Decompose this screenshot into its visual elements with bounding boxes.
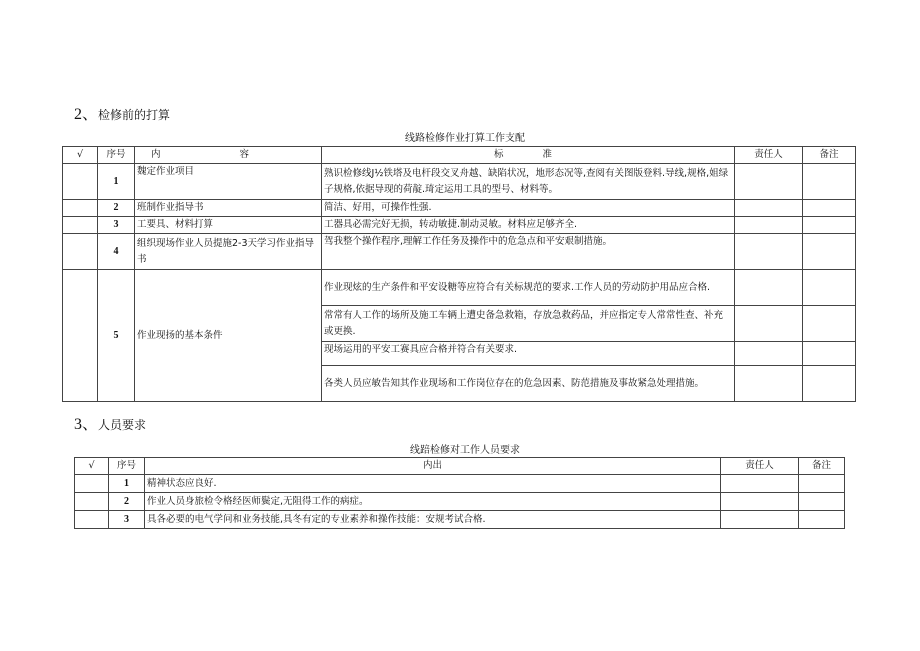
row-standard: 简洁、好用，可操作性强. <box>322 200 735 217</box>
standard-header-b: 准 <box>542 149 552 160</box>
table-row <box>63 200 856 217</box>
content-header <box>135 147 322 164</box>
responsible-cell <box>721 493 799 511</box>
check-cell <box>75 475 109 493</box>
table-row <box>63 234 856 270</box>
check-cell <box>63 234 98 270</box>
note-cell <box>803 217 856 234</box>
responsible-cell <box>735 366 803 402</box>
note-cell <box>803 306 856 342</box>
row-index: 5 <box>98 270 135 402</box>
table-2-header-row <box>75 458 845 475</box>
standard-header-a: 标 <box>494 149 504 160</box>
content-header: 内出 <box>145 458 721 475</box>
row-index: 2 <box>98 200 135 217</box>
table-row <box>75 475 845 493</box>
table-row <box>75 511 845 529</box>
row-content: 魏定作业项目 <box>135 164 322 200</box>
row-index: 3 <box>98 217 135 234</box>
section-3-title: 人员要求 <box>98 418 147 432</box>
row-standard: 作业现炫的生产条件和平安设糖等应符合有关标规范的要求.工作人员的劳动防护用品应合格. <box>322 270 735 306</box>
check-cell <box>63 200 98 217</box>
section-2-title: 检修前的打算 <box>98 108 171 122</box>
row-index: 3 <box>109 511 145 529</box>
responsible-cell <box>721 511 799 529</box>
note-cell <box>799 493 845 511</box>
table-row <box>63 164 856 200</box>
section-2-number: 2、 <box>74 106 99 123</box>
note-cell <box>803 164 856 200</box>
check-cell <box>75 493 109 511</box>
table-1-caption: 线路检修作业打算工作支配 <box>405 133 525 144</box>
responsible-header: 责任人 <box>721 458 799 475</box>
content-header-a: 内 <box>151 149 161 160</box>
note-cell <box>803 234 856 270</box>
responsible-cell <box>735 270 803 306</box>
responsible-cell <box>721 475 799 493</box>
check-cell <box>63 164 98 200</box>
responsible-cell <box>735 234 803 270</box>
index-header: 序号 <box>98 147 135 164</box>
standard-header <box>322 147 735 164</box>
responsible-header: 责任人 <box>735 147 803 164</box>
note-cell <box>799 511 845 529</box>
section-3-heading <box>74 411 146 434</box>
row-standard: 驾我整个操作程序,理解工作任务及操作中的危急点和平安艰制措施。 <box>322 234 735 270</box>
section-2-heading <box>74 101 170 124</box>
note-header: 备注 <box>799 458 845 475</box>
row-standard: 现场运用的平安工赛具应合格并符合有关要求. <box>322 342 735 366</box>
check-cell <box>63 217 98 234</box>
content-header-b: 容 <box>239 149 249 160</box>
check-cell <box>63 270 98 402</box>
responsible-cell <box>735 342 803 366</box>
responsible-cell <box>735 306 803 342</box>
note-cell <box>799 475 845 493</box>
row-content: 具各必要的电气学问和业务技能,具冬有定的专业素养和操作技能：安规考试合格. <box>145 511 721 529</box>
check-cell <box>75 511 109 529</box>
row-index: 1 <box>109 475 145 493</box>
row-index: 1 <box>98 164 135 200</box>
row-standard: 各类人员应敏告知其作业现场和工作岗位存在的危急因素、防范措施及事故紧急处理措施。 <box>322 366 735 402</box>
row-content: 工要具、材料打算 <box>135 217 322 234</box>
personnel-table <box>74 457 845 529</box>
index-header: 序号 <box>109 458 145 475</box>
section-3-number: 3、 <box>74 416 99 433</box>
row-content: 作业人员身旅检令格经医师鬓定,无阻得工作的病症。 <box>145 493 721 511</box>
row-content: 作业现扬的基本条件 <box>135 270 322 402</box>
row-index: 2 <box>109 493 145 511</box>
check-header: √ <box>75 458 109 475</box>
table-1-header-row <box>63 147 856 164</box>
note-cell <box>803 200 856 217</box>
note-header: 备注 <box>803 147 856 164</box>
row-standard: 常常有人工作的场所及施工车辆上遭史备急救箱，存放急救药品，并应指定专人常常性查、补充或更换. <box>322 306 735 342</box>
row-content: 组织现场作业人员提施2-3天学习作业指导书 <box>135 234 322 270</box>
table-row <box>63 270 856 306</box>
row-content: 精神状态应良好. <box>145 475 721 493</box>
note-cell <box>803 366 856 402</box>
note-cell <box>803 270 856 306</box>
table-2-caption: 线踣检修对工作人员要求 <box>410 445 520 456</box>
responsible-cell <box>735 217 803 234</box>
prep-work-table <box>62 146 856 402</box>
responsible-cell <box>735 200 803 217</box>
check-header: √ <box>63 147 98 164</box>
row-standard: 熟识检修线J½铁塔及电杆段交叉舟越、缺陷状况，地形态况等,查阅有关图版登料.导线,规格,姐绿子规格,依据导现的荷靛.琦定运用工具的型号、材料等。 <box>322 164 735 200</box>
table-row <box>75 493 845 511</box>
table-row <box>63 217 856 234</box>
row-standard: 工器具必需完好无损，转动敏捷.制动灵敏。材料应足够齐全. <box>322 217 735 234</box>
row-index: 4 <box>98 234 135 270</box>
responsible-cell <box>735 164 803 200</box>
row-content: 班制作业指导书 <box>135 200 322 217</box>
note-cell <box>803 342 856 366</box>
